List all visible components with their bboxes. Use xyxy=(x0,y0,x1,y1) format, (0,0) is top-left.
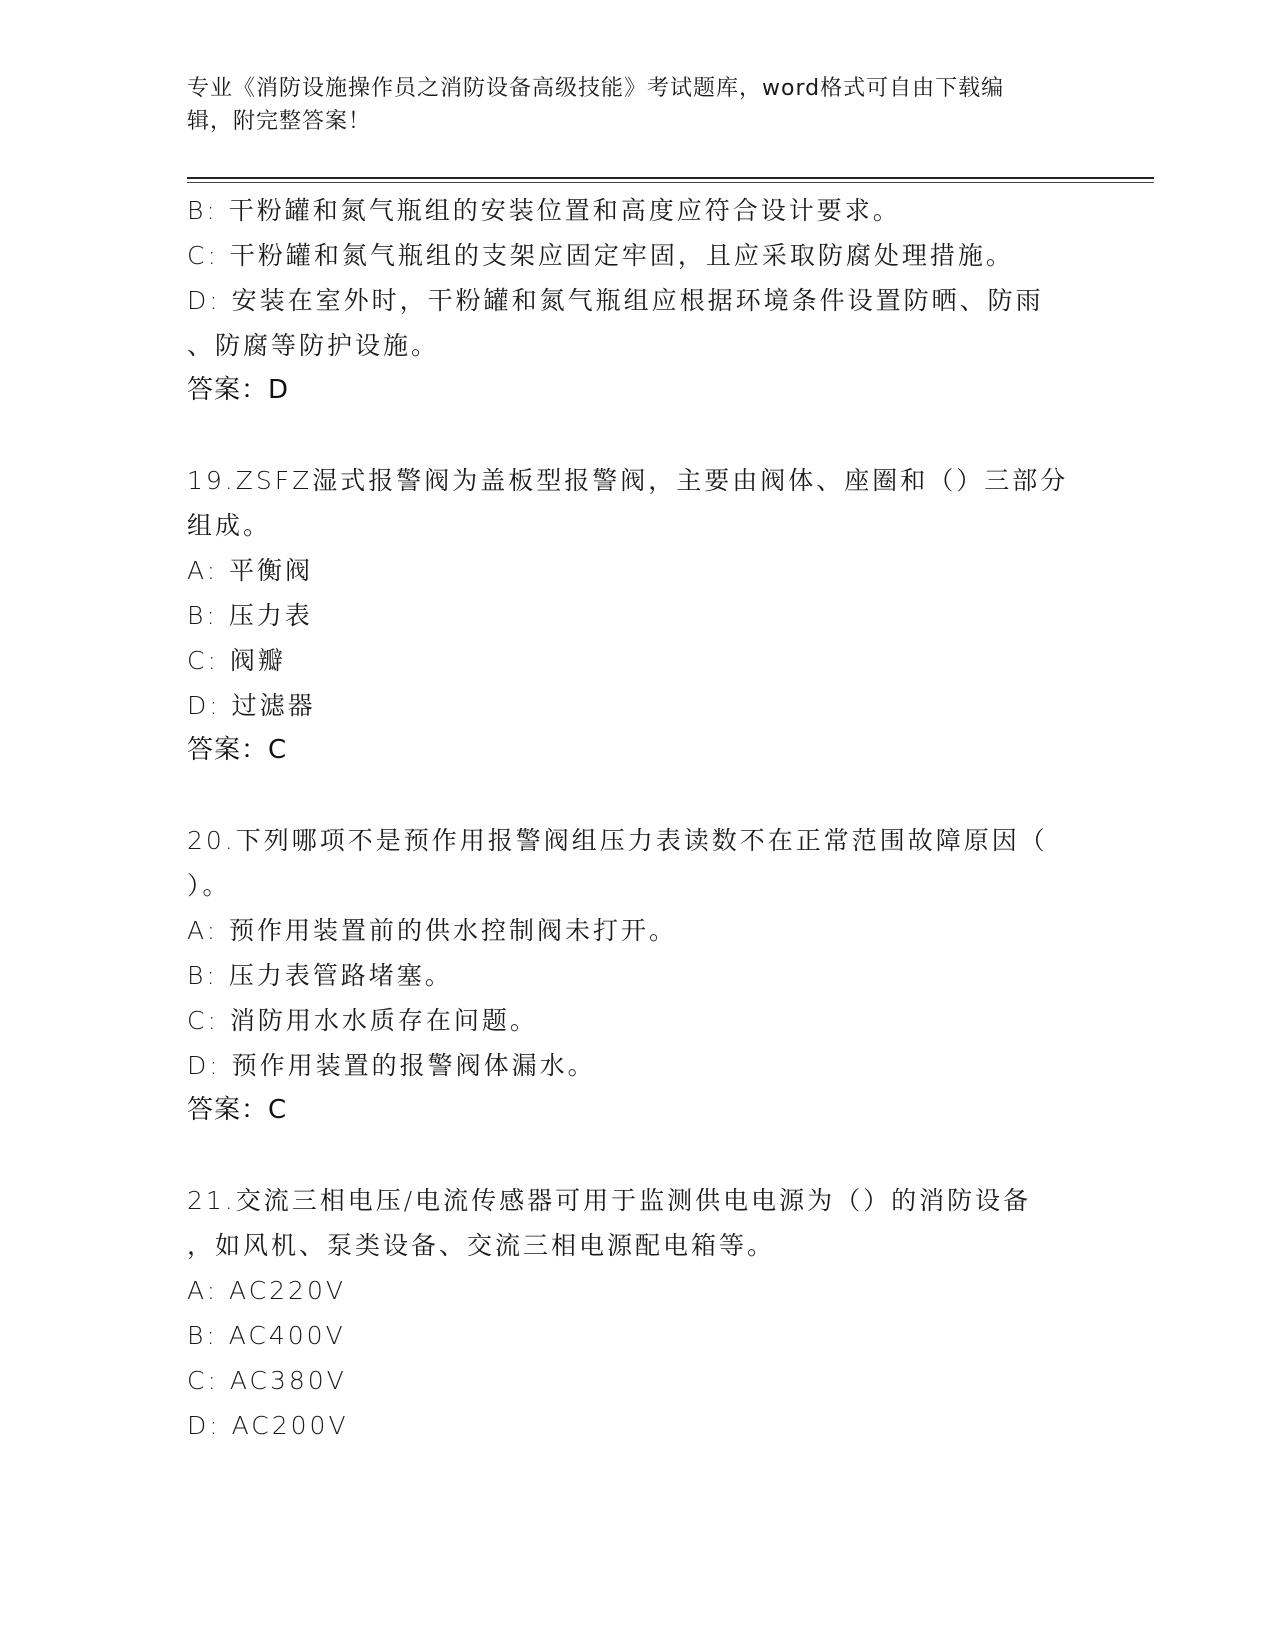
question-stem-line-1: 21.交流三相电压/电流传感器可用于监测供电电源为（）的消防设备 xyxy=(187,1186,1032,1215)
question-stem-line-2: 组成。 xyxy=(187,511,272,540)
option-d-line-1: D: 安装在室外时，干粉罐和氮气瓶组应根据环境条件设置防晒、防雨 xyxy=(187,286,1044,315)
page-header xyxy=(187,72,1087,138)
option-c: C: AC380V xyxy=(187,1366,347,1395)
question-stem-line-2: ）。 xyxy=(187,871,231,900)
spacer xyxy=(187,413,1087,458)
answer: 答案：C xyxy=(187,1095,288,1125)
option-b: B: 压力表 xyxy=(187,601,313,630)
header-divider-thick xyxy=(187,177,1154,179)
header-line-2: 辑，附完整答案！ xyxy=(187,109,372,134)
option-a: A: 平衡阀 xyxy=(187,556,314,585)
option-d-line-2: 、防腐等防护设施。 xyxy=(187,331,440,360)
header-divider-thin xyxy=(187,182,1154,183)
question-19 xyxy=(187,458,1087,773)
option-c: C: 干粉罐和氮气瓶组的支架应固定牢固，且应采取防腐处理措施。 xyxy=(187,241,1014,270)
question-20 xyxy=(187,818,1087,1133)
question-stem-line-1: 20.下列哪项不是预作用报警阀组压力表读数不在正常范围故障原因（ xyxy=(187,826,1048,855)
option-c: C: 阀瓣 xyxy=(187,646,286,675)
option-d: D: 预作用装置的报警阀体漏水。 xyxy=(187,1051,596,1080)
question-21 xyxy=(187,1178,1087,1448)
spacer xyxy=(187,1133,1087,1178)
option-d: D: 过滤器 xyxy=(187,691,316,720)
option-a: A: 预作用装置前的供水控制阀未打开。 xyxy=(187,916,678,945)
question-18-continued xyxy=(187,188,1087,413)
spacer xyxy=(187,773,1087,818)
option-a: A: AC220V xyxy=(187,1276,346,1305)
option-c: C: 消防用水水质存在问题。 xyxy=(187,1006,538,1035)
question-stem-line-1: 19.ZSFZ湿式报警阀为盖板型报警阀，主要由阀体、座圈和（）三部分 xyxy=(187,466,1069,495)
option-b: B: 压力表管路堵塞。 xyxy=(187,961,453,990)
header-line-1: 专业《消防设施操作员之消防设备高级技能》考试题库，word格式可自由下载编 xyxy=(187,76,1005,101)
option-d: D: AC200V xyxy=(187,1411,349,1440)
option-b: B: AC400V xyxy=(187,1321,346,1350)
answer: 答案：C xyxy=(187,735,288,765)
document-body xyxy=(187,188,1087,1448)
question-stem-line-2: ，如风机、泵类设备、交流三相电源配电箱等。 xyxy=(187,1231,776,1260)
option-b: B: 干粉罐和氮气瓶组的安装位置和高度应符合设计要求。 xyxy=(187,196,901,225)
answer: 答案：D xyxy=(187,375,290,405)
